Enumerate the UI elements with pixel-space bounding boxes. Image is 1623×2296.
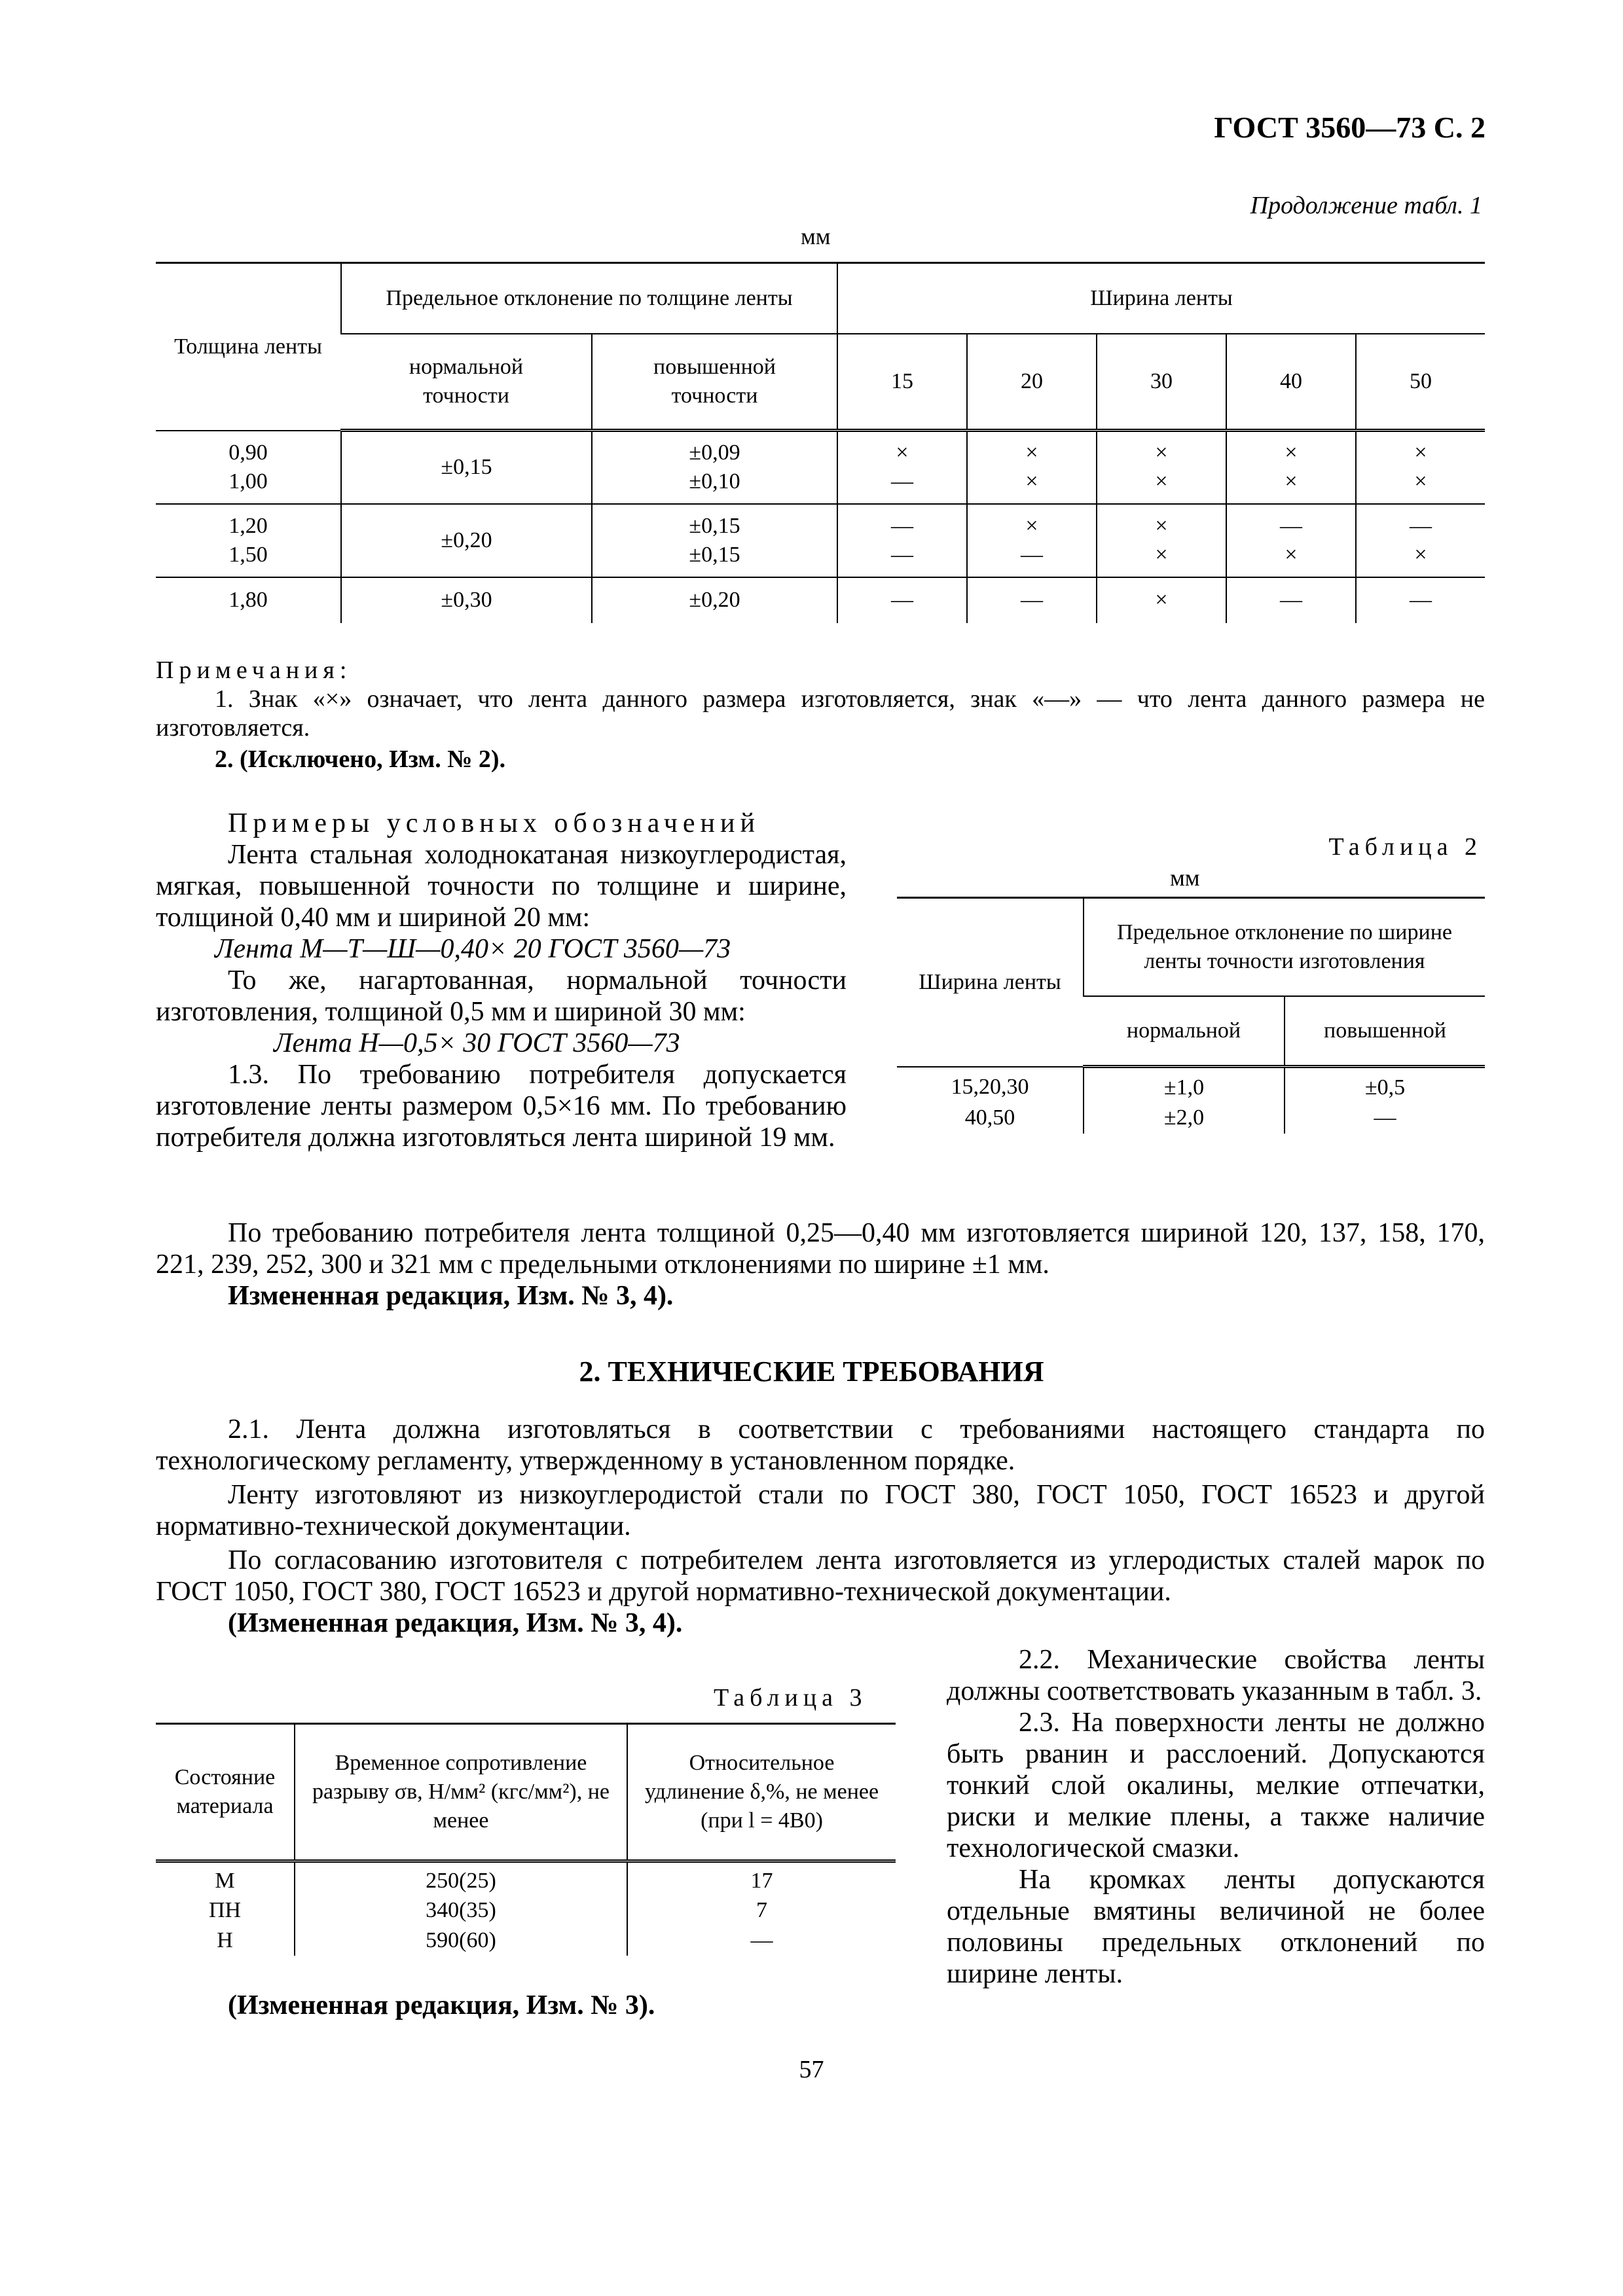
section2-p2: Ленту изготовляют из низкоуглеродистой стали по ГОСТ 380, ГОСТ 1050, ГОСТ 16523 и другой нормативно-технической документации. bbox=[156, 1480, 1485, 1541]
cell-value: × bbox=[1025, 440, 1038, 465]
table1-continuation-label: Продолжение табл. 1 bbox=[1250, 192, 1482, 219]
th-width-20: 20 bbox=[967, 334, 1097, 431]
cell-value: × bbox=[896, 440, 909, 465]
para-2-3: 2.3. На поверхности ленты не должно быть рванин и расслоений. Допускаются тонкий слой окалины, мелкие отпечатки, риски и мелкие плены, а также наличие технологической смазки. bbox=[947, 1708, 1485, 1863]
para-width-options: По требованию потребителя лента толщиной 0,25—0,40 мм изготовляется шириной 120, 137, 158, 170, 221, 239, 252, 300 и 321 мм с предельными отклонениями по ширине ±1 мм. bbox=[156, 1218, 1485, 1280]
cell-value: ±0,10 bbox=[689, 469, 740, 494]
para-2-3-edges: На кромках ленты допускаются отдельные вмятины величиной не более половины предельных отклонений по ширине ленты. bbox=[947, 1865, 1485, 1989]
th-width-50: 50 bbox=[1356, 334, 1485, 431]
table-row: 40,50 ±2,0 — bbox=[897, 1102, 1485, 1134]
notes-title: Примечания: bbox=[156, 656, 352, 684]
cell-value: 1,50 bbox=[228, 542, 268, 567]
table-row: М 250(25) 17 bbox=[156, 1861, 896, 1896]
examples-block bbox=[156, 808, 847, 1153]
table-row: 1,80 ±0,30 ±0,20 — — × — — bbox=[156, 577, 1485, 623]
table3 bbox=[156, 1723, 896, 1956]
table2-unit: мм bbox=[1170, 865, 1200, 891]
cell-value: × bbox=[1414, 440, 1427, 465]
th-width-group: Ширина ленты bbox=[837, 263, 1485, 334]
cell-value: 1,00 bbox=[228, 469, 268, 493]
cell-value: × bbox=[1155, 542, 1168, 567]
cell-value: 0,90 bbox=[228, 440, 268, 465]
section2-title: 2. ТЕХНИЧЕСКИЕ ТРЕБОВАНИЯ bbox=[579, 1355, 1044, 1388]
document-header: ГОСТ 3560—73 С. 2 bbox=[1214, 111, 1486, 144]
edit-note-34a: Измененная редакция, Изм. № 3, 4). bbox=[228, 1281, 674, 1311]
table3-title: Таблица 3 bbox=[714, 1684, 867, 1712]
examples-formula-2: Лента Н—0,5× 30 ГОСТ 3560—73 bbox=[274, 1028, 680, 1058]
cell-value: — bbox=[891, 469, 913, 494]
table-row: 15,20,30 ±1,0 ±0,5 bbox=[897, 1067, 1485, 1103]
cell-value: × bbox=[1414, 542, 1427, 567]
th3-state: Состояние материала bbox=[156, 1724, 295, 1861]
cell-value: × bbox=[1414, 469, 1427, 494]
table-row: 1,20 1,50 ±0,20 ±0,15 ±0,15 — — × — × × — × — × bbox=[156, 504, 1485, 577]
th-thickness: Толщина ленты bbox=[156, 263, 341, 431]
cell-value: × bbox=[1155, 440, 1168, 465]
th-width-30: 30 bbox=[1097, 334, 1226, 431]
page-number: 57 bbox=[799, 2056, 824, 2083]
examples-text-3: 1.3. По требованию потребителя допускается изготовление ленты размером 0,5×16 мм. По требованию потребителя должна изготовляться лента шириной 19 мм. bbox=[156, 1060, 847, 1153]
th3-strength: Временное сопротивление разрыву σв, Н/мм² (кгс/мм²), не менее bbox=[295, 1724, 627, 1861]
th3-elongation: Относительное удлинение δ,%, не менее (при l = 4B0) bbox=[627, 1724, 896, 1861]
cell-value: — bbox=[1021, 542, 1043, 567]
examples-text-1: Лента стальная холоднокатаная низкоуглеродистая, мягкая, повышенной точности по толщине и ширине, толщиной 0,40 мм и шириной 20 мм: bbox=[156, 840, 847, 933]
examples-title: Примеры условных обозначений bbox=[228, 808, 760, 838]
note-2: 2. (Исключено, Изм. № 2). bbox=[215, 745, 506, 773]
table-row: Н 590(60) — bbox=[156, 1926, 896, 1956]
th-dev-high: повышенной точности bbox=[592, 334, 837, 431]
cell-value: × bbox=[1025, 469, 1038, 494]
section2-body bbox=[156, 1414, 1485, 1639]
cell-value: — bbox=[1280, 513, 1302, 538]
cell-value: — bbox=[1410, 513, 1432, 538]
table1-unit: мм bbox=[801, 223, 831, 249]
table2-title: Таблица 2 bbox=[1328, 833, 1482, 861]
cell-value: — bbox=[891, 542, 913, 567]
wide-paragraph-block bbox=[156, 1217, 1485, 1312]
th2-width: Ширина ленты bbox=[897, 898, 1084, 1067]
right-column-block bbox=[947, 1644, 1485, 1990]
cell-value: × bbox=[1025, 513, 1038, 538]
cell-value: ±0,09 bbox=[689, 440, 740, 465]
table-row: 0,90 1,00 ±0,15 ±0,09 ±0,10 × — × × × × × × × × bbox=[156, 431, 1485, 504]
cell-value: — bbox=[891, 513, 913, 538]
th2-group: Предельное отклонение по ширине ленты точности изготовления bbox=[1084, 898, 1485, 996]
cell-value: × bbox=[1285, 440, 1298, 465]
th2-normal: нормальной bbox=[1084, 996, 1285, 1067]
table3-edit: (Измененная редакция, Изм. № 3). bbox=[228, 1990, 655, 2020]
th-deviation-group: Предельное отклонение по толщине ленты bbox=[341, 263, 837, 334]
th-dev-normal: нормальной точности bbox=[341, 334, 592, 431]
para-2-2: 2.2. Механические свойства ленты должны соответствовать указанным в табл. 3. bbox=[947, 1645, 1485, 1706]
cell-value: ±0,15 bbox=[689, 513, 740, 538]
section2-edit: (Измененная редакция, Изм. № 3, 4). bbox=[228, 1608, 683, 1638]
th2-high: повышенной bbox=[1285, 996, 1485, 1067]
examples-formula-1: Лента М—Т—Ш—0,40× 20 ГОСТ 3560—73 bbox=[215, 934, 731, 964]
cell-value: × bbox=[1285, 542, 1298, 567]
th-width-15: 15 bbox=[837, 334, 967, 431]
table-row: ПН 340(35) 7 bbox=[156, 1895, 896, 1926]
note-1: 1. Знак «×» означает, что лента данного размера изготовляется, знак «—» — что лента данного размера не изготовляется. bbox=[156, 685, 1485, 742]
cell-value: × bbox=[1155, 469, 1168, 494]
cell-value: ±0,15 bbox=[689, 542, 740, 567]
cell-value: × bbox=[1285, 469, 1298, 494]
table1 bbox=[156, 262, 1485, 623]
cell-value: 1,20 bbox=[228, 513, 268, 538]
examples-text-2: То же, нагартованная, нормальной точности изготовления, толщиной 0,5 мм и шириной 30 мм: bbox=[156, 965, 847, 1027]
table2 bbox=[897, 897, 1485, 1134]
cell-value: × bbox=[1155, 513, 1168, 538]
section2-p1: 2.1. Лента должна изготовляться в соответствии с требованиями настоящего стандарта по технологическому регламенту, утвержденному в установленном порядке. bbox=[156, 1414, 1485, 1476]
th-width-40: 40 bbox=[1226, 334, 1356, 431]
notes-block bbox=[156, 656, 1485, 774]
section2-p3: По согласованию изготовителя с потребителем лента изготовляется из углеродистых сталей марок по ГОСТ 1050, ГОСТ 380, ГОСТ 16523 и другой нормативно-технической документации. bbox=[156, 1545, 1485, 1607]
